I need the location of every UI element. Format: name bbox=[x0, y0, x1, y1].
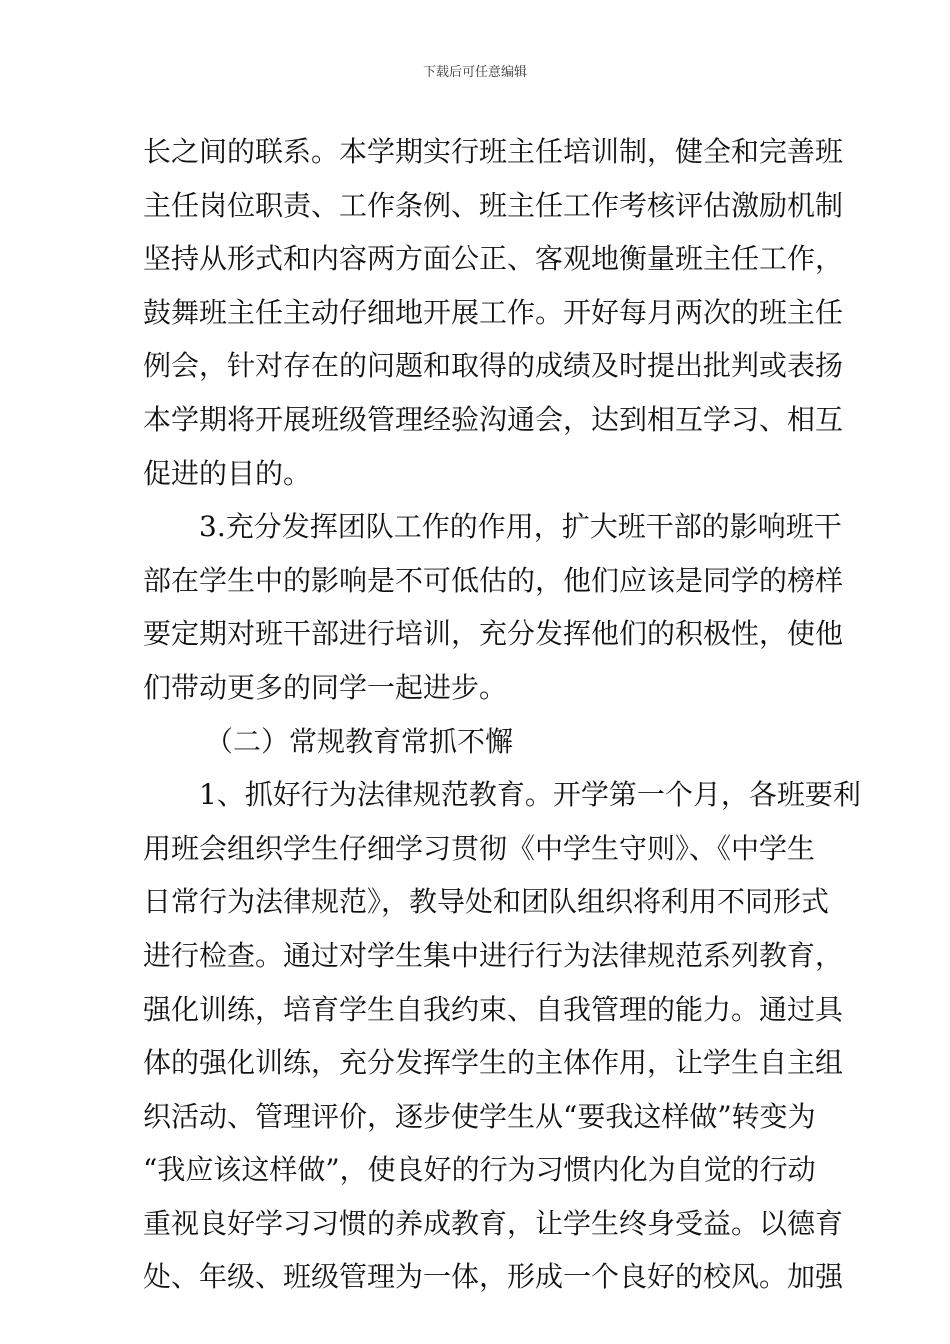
text-line: 要定期对班干部进行培训，充分发挥他们的积极性，使他 bbox=[143, 617, 844, 651]
text-line: 例会，针对存在的问题和取得的成绩及时提出批判或表扬 bbox=[143, 349, 844, 383]
section-heading bbox=[143, 715, 813, 769]
paragraph bbox=[143, 768, 861, 1304]
text-line: 用班会组织学生仔细学习贯彻《中学生守则》、《中学生 bbox=[143, 831, 816, 865]
text-line: （二）常规教育常抓不懈 bbox=[205, 724, 514, 758]
text-line: 长之间的联系。本学期实行班主任培训制，健全和完善班 bbox=[143, 135, 844, 168]
text-line: 体的强化训练，充分发挥学生的主体作用，让学生自主组 bbox=[143, 1046, 844, 1080]
text-line: 3.充分发挥团队工作的作用，扩大班干部的影响班干 bbox=[199, 510, 842, 544]
document-body bbox=[143, 125, 861, 1304]
paragraph bbox=[143, 125, 844, 500]
text-line: 们带动更多的同学一起进步。 bbox=[143, 670, 508, 704]
text-line: 织活动、管理评价，逐步使学生从“要我这样做”转变为 bbox=[143, 1099, 816, 1133]
text-line: 处、年级、班级管理为一体，形成一个良好的校风。加强 bbox=[143, 1260, 844, 1294]
text-line: 1、抓好行为法律规范教育。开学第一个月，各班要利 bbox=[199, 778, 861, 812]
text-line: 重视良好学习习惯的养成教育，让学生终身受益。以德育 bbox=[143, 1206, 844, 1240]
text-line: 坚持从形式和内容两方面公正、客观地衡量班主任工作， bbox=[143, 242, 844, 276]
download-note: 下载后可任意编辑 bbox=[422, 65, 527, 80]
text-line: 鼓舞班主任主动仔细地开展工作。开好每月两次的班主任 bbox=[143, 295, 844, 329]
text-line: 部在学生中的影响是不可低估的，他们应该是同学的榜样 bbox=[143, 563, 844, 597]
text-line: 主任岗位职责、工作条例、班主任工作考核评估激励机制 bbox=[143, 188, 844, 222]
text-line: 促进的目的。 bbox=[143, 456, 312, 490]
text-line: 日常行为法律规范》，教导处和团队组织将利用不同形式 bbox=[143, 885, 830, 919]
text-line: “我应该这样做”，使良好的行为习惯内化为自觉的行动 bbox=[143, 1153, 816, 1187]
text-line: 强化训练，培育学生自我约束、自我管理的能力。通过具 bbox=[143, 992, 844, 1026]
text-line: 进行检查。通过对学生集中进行行为法律规范系列教育， bbox=[143, 938, 844, 972]
paragraph bbox=[143, 500, 844, 714]
text-line: 本学期将开展班级管理经验沟通会，达到相互学习、相互 bbox=[143, 402, 844, 436]
